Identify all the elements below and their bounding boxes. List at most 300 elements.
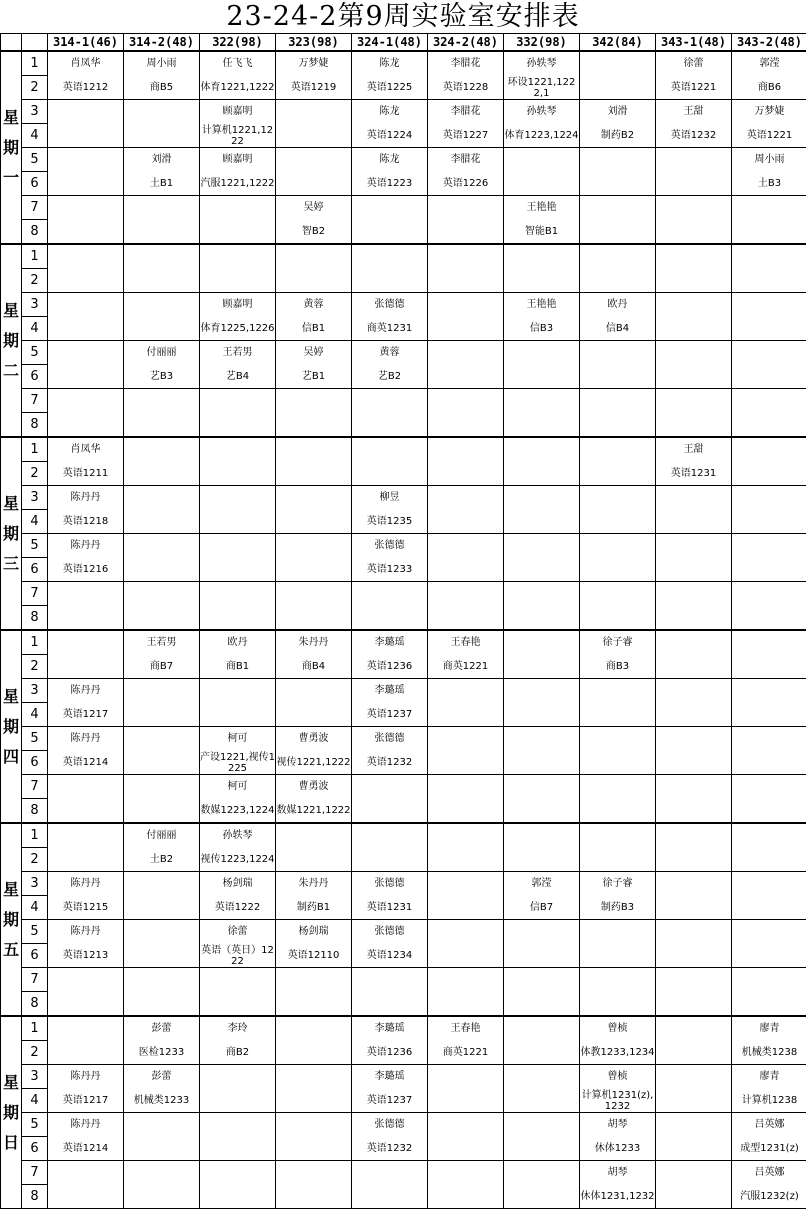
class-cell <box>656 944 732 968</box>
teacher-cell: 李腊花 <box>428 100 504 124</box>
teacher-cell <box>656 582 732 606</box>
teacher-cell <box>656 1016 732 1041</box>
teacher-cell: 张德德 <box>352 534 428 558</box>
teacher-cell <box>732 727 806 751</box>
class-cell <box>48 124 124 148</box>
class-cell: 商B1 <box>200 655 276 679</box>
teacher-cell: 王甜 <box>656 100 732 124</box>
teacher-cell <box>732 968 806 992</box>
class-cell: 英语1211 <box>48 462 124 486</box>
class-cell <box>428 1137 504 1161</box>
teacher-cell: 周小雨 <box>732 148 806 172</box>
class-cell <box>352 992 428 1017</box>
class-cell <box>580 944 656 968</box>
class-cell: 计算机1221,1222 <box>200 124 276 148</box>
teacher-cell: 陈丹丹 <box>48 534 124 558</box>
class-cell <box>428 896 504 920</box>
teacher-cell <box>200 244 276 269</box>
period-number: 4 <box>22 703 48 727</box>
class-cell: 信B3 <box>504 317 580 341</box>
class-cell: 商英1231 <box>352 317 428 341</box>
teacher-cell: 顾嘉明 <box>200 148 276 172</box>
class-cell: 智B2 <box>276 220 352 245</box>
class-cell <box>276 992 352 1017</box>
table-row <box>1 751 806 775</box>
teacher-cell <box>504 679 580 703</box>
class-cell <box>276 558 352 582</box>
teacher-cell: 曾桢 <box>580 1065 656 1089</box>
teacher-cell <box>352 1161 428 1185</box>
room-header: 343-2(48) <box>732 34 806 52</box>
teacher-cell <box>124 872 200 896</box>
period-number: 3 <box>22 872 48 896</box>
class-cell: 体育1223,1224 <box>504 124 580 148</box>
teacher-cell: 李璐瑶 <box>352 1065 428 1089</box>
class-cell <box>656 269 732 293</box>
class-cell <box>504 799 580 824</box>
class-cell <box>656 1089 732 1113</box>
teacher-cell: 吴婷 <box>276 196 352 220</box>
teacher-cell: 郭滢 <box>504 872 580 896</box>
teacher-cell <box>48 293 124 317</box>
teacher-cell <box>428 1161 504 1185</box>
class-cell: 英语1235 <box>352 510 428 534</box>
class-cell <box>276 462 352 486</box>
class-cell: 土B3 <box>732 172 806 196</box>
period-number: 4 <box>22 510 48 534</box>
teacher-cell: 胡琴 <box>580 1161 656 1185</box>
teacher-cell <box>48 582 124 606</box>
class-cell <box>276 1089 352 1113</box>
period-number: 7 <box>22 196 48 220</box>
teacher-cell: 王若男 <box>124 630 200 655</box>
day-label: 星 期 三 <box>1 437 22 630</box>
class-cell <box>428 510 504 534</box>
room-header: 332(98) <box>504 34 580 52</box>
teacher-cell <box>428 486 504 510</box>
class-cell <box>732 992 806 1017</box>
class-cell <box>200 558 276 582</box>
class-cell <box>656 317 732 341</box>
class-cell: 英语1219 <box>276 76 352 100</box>
teacher-cell <box>200 196 276 220</box>
class-cell <box>276 848 352 872</box>
table-row <box>1 486 806 510</box>
day-label: 星 期 四 <box>1 630 22 823</box>
class-cell <box>732 220 806 245</box>
period-number: 8 <box>22 992 48 1017</box>
class-cell: 英语1217 <box>48 1089 124 1113</box>
class-cell: 计算机1238 <box>732 1089 806 1113</box>
class-cell: 英语1237 <box>352 703 428 727</box>
period-number: 4 <box>22 317 48 341</box>
day-label: 星 期 一 <box>1 51 22 244</box>
teacher-cell: 李腊花 <box>428 148 504 172</box>
teacher-cell: 彭蕾 <box>124 1065 200 1089</box>
teacher-cell <box>428 196 504 220</box>
class-cell: 土B2 <box>124 848 200 872</box>
teacher-cell: 徐子睿 <box>580 630 656 655</box>
teacher-cell <box>200 486 276 510</box>
class-cell <box>580 992 656 1017</box>
class-cell <box>48 413 124 438</box>
teacher-cell: 廖青 <box>732 1016 806 1041</box>
teacher-cell <box>580 534 656 558</box>
teacher-cell: 吕英娜 <box>732 1161 806 1185</box>
table-row <box>1 1185 806 1209</box>
teacher-cell <box>504 823 580 848</box>
teacher-cell: 李腊花 <box>428 51 504 76</box>
teacher-cell <box>732 679 806 703</box>
class-cell <box>352 413 428 438</box>
teacher-cell: 周小雨 <box>124 51 200 76</box>
table-row <box>1 510 806 534</box>
teacher-cell: 李璐瑶 <box>352 630 428 655</box>
class-cell <box>656 703 732 727</box>
teacher-cell <box>504 486 580 510</box>
teacher-cell <box>732 293 806 317</box>
class-cell: 商英1221 <box>428 1041 504 1065</box>
teacher-cell <box>428 968 504 992</box>
class-cell: 英语1221 <box>656 76 732 100</box>
class-cell <box>352 462 428 486</box>
teacher-cell <box>428 872 504 896</box>
teacher-cell <box>732 341 806 365</box>
class-cell <box>504 1185 580 1209</box>
teacher-cell <box>48 1016 124 1041</box>
teacher-cell <box>428 389 504 413</box>
teacher-cell <box>428 437 504 462</box>
room-header: 342(84) <box>580 34 656 52</box>
table-row <box>1 269 806 293</box>
teacher-cell <box>200 968 276 992</box>
teacher-cell: 陈丹丹 <box>48 1065 124 1089</box>
teacher-cell <box>200 534 276 558</box>
period-number: 6 <box>22 172 48 196</box>
teacher-cell <box>200 679 276 703</box>
teacher-cell <box>276 148 352 172</box>
period-number: 6 <box>22 1137 48 1161</box>
teacher-cell <box>580 727 656 751</box>
period-number: 2 <box>22 655 48 679</box>
class-cell: 英语（英日）1222 <box>200 944 276 968</box>
class-cell <box>580 365 656 389</box>
period-number: 2 <box>22 1041 48 1065</box>
teacher-cell <box>352 389 428 413</box>
class-cell <box>504 848 580 872</box>
class-cell <box>200 1185 276 1209</box>
teacher-cell: 陈丹丹 <box>48 920 124 944</box>
class-cell <box>580 413 656 438</box>
table-row <box>1 196 806 220</box>
teacher-cell <box>428 341 504 365</box>
class-cell: 英语1234 <box>352 944 428 968</box>
teacher-cell: 陈丹丹 <box>48 679 124 703</box>
class-cell: 英语1214 <box>48 751 124 775</box>
table-row <box>1 775 806 799</box>
class-cell <box>48 220 124 245</box>
teacher-cell <box>124 244 200 269</box>
schedule-table <box>0 33 806 1209</box>
table-row <box>1 606 806 631</box>
class-cell <box>656 172 732 196</box>
teacher-cell <box>124 920 200 944</box>
teacher-cell <box>48 196 124 220</box>
table-row <box>1 582 806 606</box>
class-cell <box>428 220 504 245</box>
teacher-cell <box>656 1113 732 1137</box>
teacher-cell <box>352 244 428 269</box>
room-header: 314-2(48) <box>124 34 200 52</box>
teacher-cell: 张德德 <box>352 293 428 317</box>
room-header: 322(98) <box>200 34 276 52</box>
period-number: 5 <box>22 148 48 172</box>
table-row <box>1 1041 806 1065</box>
class-cell <box>124 703 200 727</box>
teacher-cell: 李玲 <box>200 1016 276 1041</box>
class-cell: 环设1221,1222,1 <box>504 76 580 100</box>
class-cell <box>124 1137 200 1161</box>
period-number: 3 <box>22 293 48 317</box>
class-cell: 视传1221,1222 <box>276 751 352 775</box>
class-cell <box>124 751 200 775</box>
teacher-cell: 吴婷 <box>276 341 352 365</box>
room-header: 314-1(46) <box>48 34 124 52</box>
class-cell <box>200 413 276 438</box>
teacher-cell: 柯可 <box>200 727 276 751</box>
class-cell <box>124 317 200 341</box>
teacher-cell <box>732 389 806 413</box>
teacher-cell <box>428 244 504 269</box>
teacher-cell <box>124 968 200 992</box>
class-cell: 商B4 <box>276 655 352 679</box>
period-number: 6 <box>22 751 48 775</box>
teacher-cell: 杨剑瑞 <box>276 920 352 944</box>
teacher-cell <box>124 100 200 124</box>
teacher-cell <box>48 1161 124 1185</box>
period-number: 8 <box>22 606 48 631</box>
class-cell: 商英1221 <box>428 655 504 679</box>
class-cell: 商B6 <box>732 76 806 100</box>
class-cell <box>656 510 732 534</box>
table-row <box>1 124 806 148</box>
teacher-cell <box>428 293 504 317</box>
class-cell <box>504 1089 580 1113</box>
teacher-cell: 陈丹丹 <box>48 727 124 751</box>
period-number: 8 <box>22 1185 48 1209</box>
class-cell: 英语1233 <box>352 558 428 582</box>
table-row <box>1 148 806 172</box>
class-cell <box>732 413 806 438</box>
class-cell <box>504 462 580 486</box>
teacher-cell <box>124 196 200 220</box>
class-cell <box>732 703 806 727</box>
corner-cell <box>22 34 48 52</box>
teacher-cell: 王春艳 <box>428 1016 504 1041</box>
teacher-cell <box>580 582 656 606</box>
teacher-cell <box>276 389 352 413</box>
class-cell: 体教1233,1234 <box>580 1041 656 1065</box>
class-cell <box>580 799 656 824</box>
teacher-cell: 柯可 <box>200 775 276 799</box>
teacher-cell <box>504 341 580 365</box>
class-cell <box>276 1137 352 1161</box>
class-cell <box>48 655 124 679</box>
period-number: 8 <box>22 220 48 245</box>
class-cell: 英语1217 <box>48 703 124 727</box>
class-cell <box>428 558 504 582</box>
class-cell <box>124 220 200 245</box>
teacher-cell <box>656 775 732 799</box>
teacher-cell <box>428 775 504 799</box>
period-number: 1 <box>22 630 48 655</box>
teacher-cell <box>124 1161 200 1185</box>
class-cell <box>656 365 732 389</box>
teacher-cell <box>124 727 200 751</box>
class-cell <box>580 269 656 293</box>
class-cell <box>732 510 806 534</box>
class-cell: 英语1215 <box>48 896 124 920</box>
table-row <box>1 437 806 462</box>
class-cell: 英语1213 <box>48 944 124 968</box>
teacher-cell: 顾嘉明 <box>200 293 276 317</box>
teacher-cell <box>580 437 656 462</box>
class-cell <box>504 558 580 582</box>
teacher-cell: 陈丹丹 <box>48 486 124 510</box>
class-cell <box>656 751 732 775</box>
teacher-cell: 刘滑 <box>124 148 200 172</box>
period-number: 7 <box>22 775 48 799</box>
teacher-cell <box>580 775 656 799</box>
table-row <box>1 679 806 703</box>
class-cell <box>580 510 656 534</box>
class-cell <box>732 799 806 824</box>
teacher-cell <box>504 244 580 269</box>
teacher-cell <box>276 244 352 269</box>
teacher-cell: 彭蕾 <box>124 1016 200 1041</box>
period-number: 7 <box>22 968 48 992</box>
table-row <box>1 220 806 245</box>
teacher-cell <box>124 775 200 799</box>
class-cell <box>656 896 732 920</box>
class-cell: 英语1223 <box>352 172 428 196</box>
class-cell: 英语1232 <box>352 751 428 775</box>
table-row <box>1 630 806 655</box>
class-cell <box>732 944 806 968</box>
class-cell <box>428 462 504 486</box>
class-cell <box>48 365 124 389</box>
class-cell <box>124 269 200 293</box>
period-number: 2 <box>22 848 48 872</box>
teacher-cell: 黄蓉 <box>352 341 428 365</box>
class-cell <box>656 220 732 245</box>
class-cell: 商B3 <box>580 655 656 679</box>
class-cell <box>276 703 352 727</box>
class-cell <box>428 1185 504 1209</box>
period-number: 2 <box>22 269 48 293</box>
class-cell <box>124 558 200 582</box>
teacher-cell <box>656 293 732 317</box>
class-cell <box>732 606 806 631</box>
class-cell <box>124 992 200 1017</box>
teacher-cell <box>580 51 656 76</box>
class-cell <box>732 558 806 582</box>
teacher-cell <box>580 148 656 172</box>
class-cell <box>48 606 124 631</box>
class-cell: 英语1232 <box>352 1137 428 1161</box>
teacher-cell <box>428 823 504 848</box>
teacher-cell <box>352 823 428 848</box>
table-row <box>1 896 806 920</box>
class-cell: 制药B3 <box>580 896 656 920</box>
teacher-cell <box>352 775 428 799</box>
class-cell: 艺B1 <box>276 365 352 389</box>
table-row <box>1 727 806 751</box>
class-cell: 汽服1232(z) <box>732 1185 806 1209</box>
class-cell <box>124 124 200 148</box>
class-cell <box>352 269 428 293</box>
teacher-cell <box>276 1016 352 1041</box>
teacher-cell <box>656 1065 732 1089</box>
class-cell <box>276 1041 352 1065</box>
teacher-cell <box>352 437 428 462</box>
table-row <box>1 341 806 365</box>
teacher-cell <box>504 389 580 413</box>
table-row <box>1 558 806 582</box>
teacher-cell <box>732 920 806 944</box>
class-cell: 视传1223,1224 <box>200 848 276 872</box>
teacher-cell <box>428 534 504 558</box>
period-number: 3 <box>22 679 48 703</box>
class-cell <box>428 944 504 968</box>
class-cell: 英语1228 <box>428 76 504 100</box>
teacher-cell <box>428 582 504 606</box>
class-cell <box>656 558 732 582</box>
table-row <box>1 365 806 389</box>
class-cell: 体育1221,1222 <box>200 76 276 100</box>
teacher-cell <box>656 872 732 896</box>
teacher-cell <box>580 679 656 703</box>
teacher-cell: 陈龙 <box>352 100 428 124</box>
teacher-cell: 王艳艳 <box>504 196 580 220</box>
period-number: 3 <box>22 486 48 510</box>
class-cell <box>580 220 656 245</box>
class-cell <box>48 269 124 293</box>
class-cell: 英语1231 <box>656 462 732 486</box>
teacher-cell <box>656 1161 732 1185</box>
teacher-cell <box>580 486 656 510</box>
teacher-cell: 欧丹 <box>200 630 276 655</box>
class-cell <box>200 510 276 534</box>
class-cell: 商B7 <box>124 655 200 679</box>
teacher-cell <box>656 341 732 365</box>
period-number: 1 <box>22 823 48 848</box>
teacher-cell <box>656 534 732 558</box>
teacher-cell <box>124 486 200 510</box>
class-cell: 商B2 <box>200 1041 276 1065</box>
class-cell: 医检1233 <box>124 1041 200 1065</box>
class-cell <box>276 172 352 196</box>
table-row <box>1 872 806 896</box>
teacher-cell <box>428 920 504 944</box>
class-cell <box>504 1137 580 1161</box>
teacher-cell: 付丽丽 <box>124 341 200 365</box>
class-cell <box>48 848 124 872</box>
class-cell <box>48 172 124 196</box>
teacher-cell: 王艳艳 <box>504 293 580 317</box>
teacher-cell <box>732 196 806 220</box>
teacher-cell <box>656 727 732 751</box>
